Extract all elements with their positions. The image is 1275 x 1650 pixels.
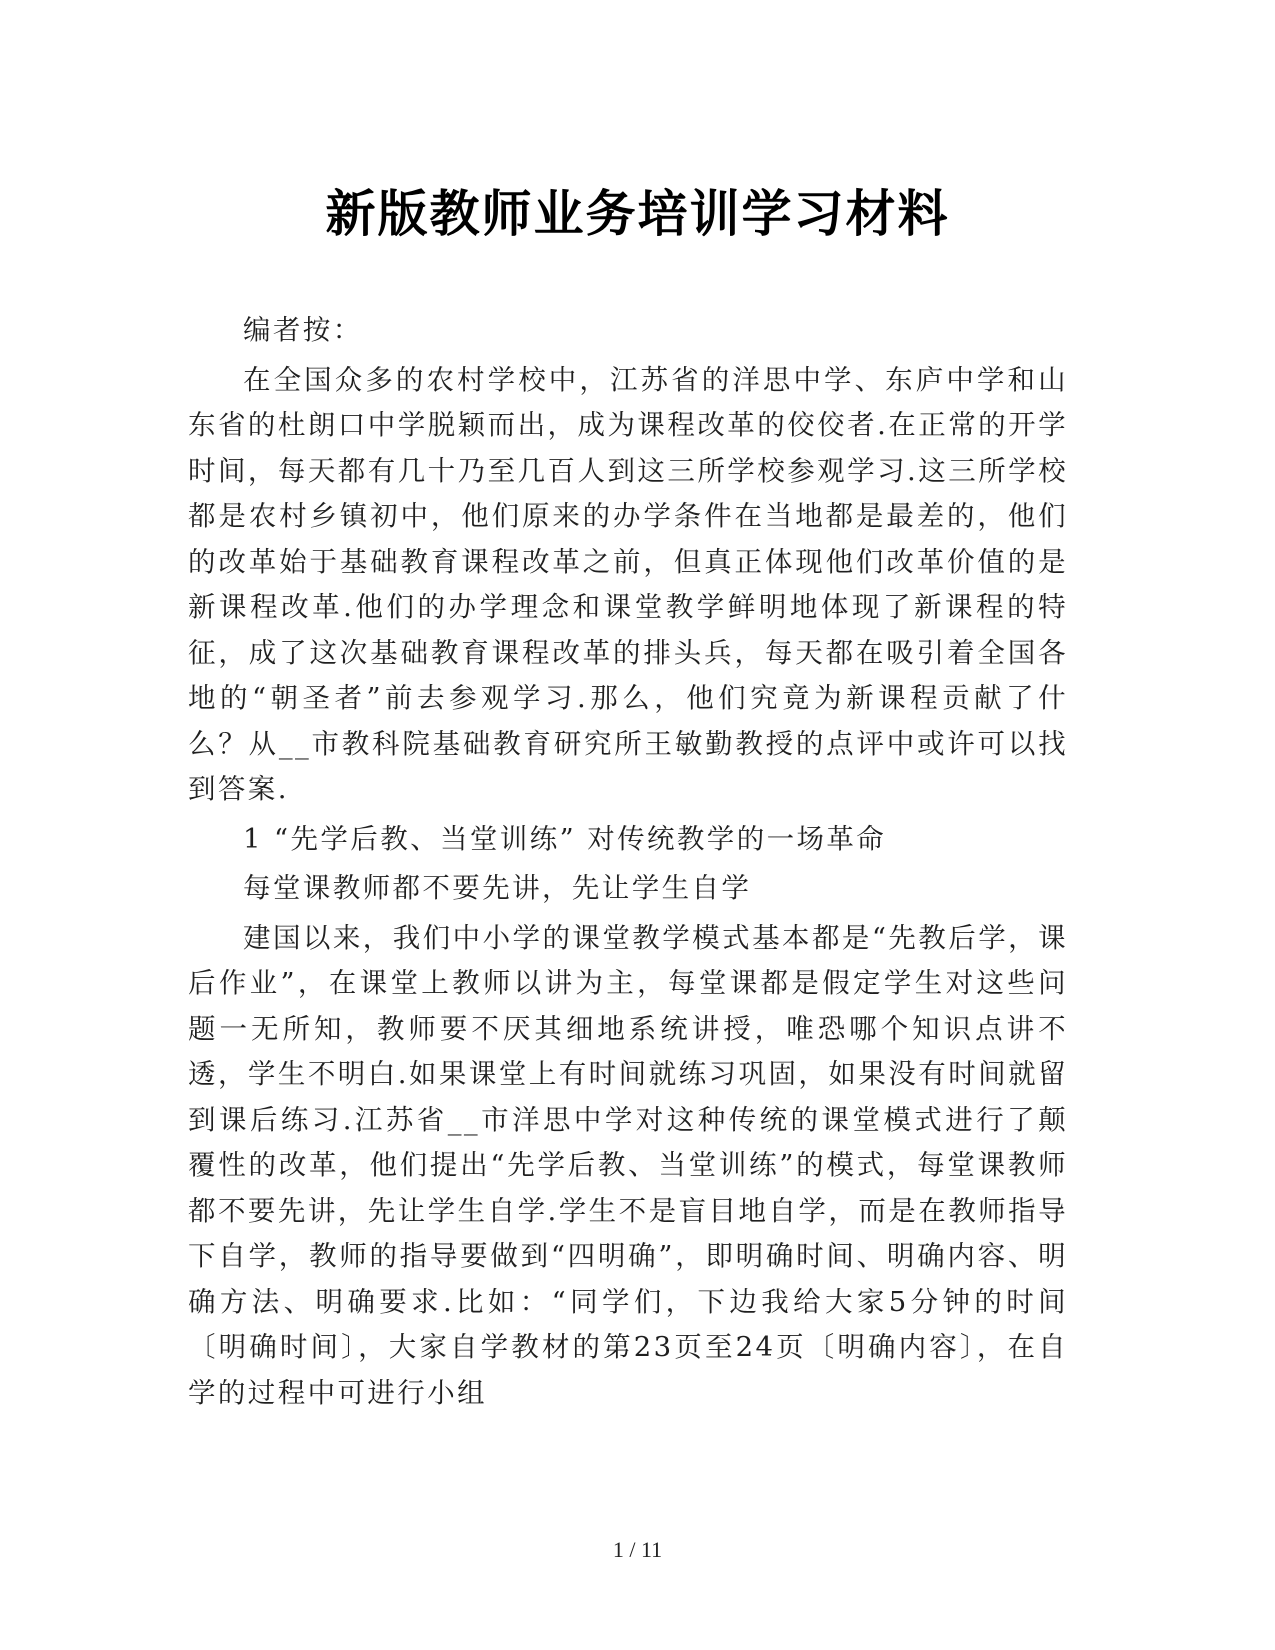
subsection-heading: 每堂课教师都不要先讲，先让学生自学 (243, 872, 752, 904)
document-body (188, 308, 1068, 1420)
intro-paragraph: 在全国众多的农村学校中，江苏省的洋思中学、东庐中学和山东省的杜朗口中学脱颖而出，成为课程改革的佼佼者.在正常的开学时间，每天都有几十乃至几百人到这三所学校参观学习.这三所学校都是农村乡镇初中，他们原来的办学条件在当地都是最差的，他们的改革始于基础教育课程改革之前，但真正体现他们改革价值的是新课程改革.他们的办学理念和课堂教学鲜明地体现了新课程的特征，成了这次基础教育课程改革的排头兵，每天都在吸引着全国各地的“朝圣者”前去参观学习.那么，他们究竟为新课程贡献了什么？从__市教科院基础教育研究所王敏勤教授的点评中或许可以找到答案. (188, 363, 1068, 805)
editor-note-label: 编者按： (243, 314, 363, 346)
body-paragraph: 建国以来，我们中小学的课堂教学模式基本都是“先教后学，课后作业”，在课堂上教师以讲为主，每堂课都是假定学生对这些问题一无所知，教师要不厌其细地系统讲授，唯恐哪个知识点讲不透，学生不明白.如果课堂上有时间就练习巩固，如果没有时间就留到课后练习.江苏省__市洋思中学对这种传统的课堂模式进行了颠覆性的改革，他们提出“先学后教、当堂训练”的模式，每堂课教师都不要先讲，先让学生自学.学生不是盲目地自学，而是在教师指导下自学，教师的指导要做到“四明确”，即明确时间、明确内容、明确方法、明确要求.比如：“同学们，下边我给大家5分钟的时间〔明确时间〕，大家自学教材的第23页至24页〔明确内容〕，在自学的过程中可进行小组 (188, 921, 1068, 1409)
page-number: 1 / 11 (612, 1537, 663, 1562)
section-heading: 1 “先学后教、当堂训练” 对传统教学的一场革命 (243, 822, 887, 855)
page-title: 新版教师业务培训学习材料 (325, 183, 950, 243)
